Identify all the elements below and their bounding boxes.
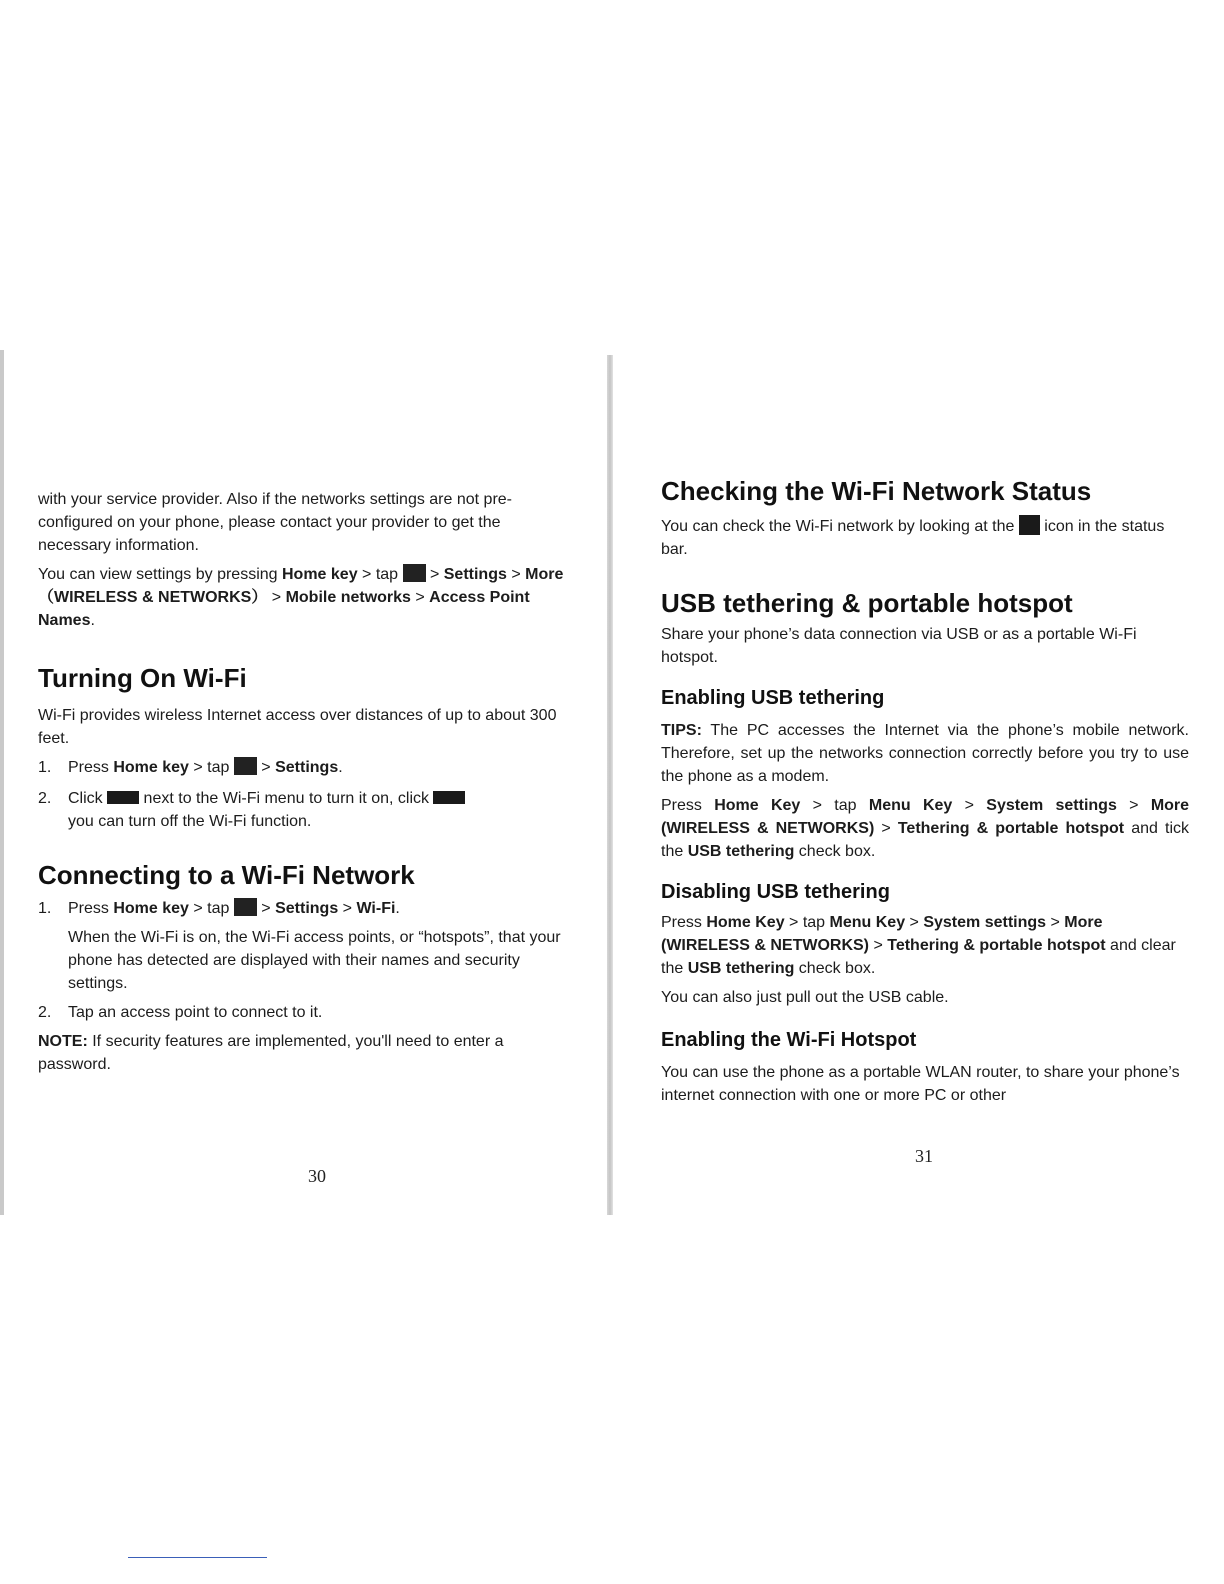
turning-on-steps — [38, 756, 568, 833]
usb-description: Share your phone’s data connection via USB or as a portable Wi-Fi hotspot. — [661, 626, 1137, 666]
enabling-hotspot-heading: Enabling the Wi-Fi Hotspot — [661, 1029, 917, 1051]
wifi-status-icon — [1019, 515, 1040, 535]
wifi-description: Wi-Fi provides wireless Internet access over distances of up to about 300 feet. — [38, 707, 557, 747]
list-item: 1. Press Home key > tap > Settings. — [38, 759, 343, 776]
checking-status-heading: Checking the Wi-Fi Network Status — [661, 476, 1092, 506]
turning-on-wifi-heading: Turning On Wi-Fi — [38, 663, 247, 693]
apps-icon — [234, 898, 257, 916]
hotspot-paragraph: You can use the phone as a portable WLAN router, to share your phone’s internet connection with one or more PC or other — [661, 1064, 1180, 1104]
toggle-off-icon — [107, 791, 139, 804]
apps-icon — [234, 757, 257, 775]
apps-icon — [403, 564, 426, 582]
intro-paragraph: with your service provider. Also if the networks settings are not pre-configured on your phone, please contact your provider to get the necessary information. — [38, 491, 512, 554]
bottom-rule — [128, 1557, 267, 1558]
list-item: 2. Tap an access point to connect to it. — [38, 1004, 323, 1021]
enable-steps-paragraph: Press Home Key > tap Menu Key > System settings > More (WIRELESS & NETWORKS) > Tethering & portable hotspot and tick the USB tethering check box. — [661, 797, 1190, 860]
enabling-usb-heading: Enabling USB tethering — [661, 687, 885, 709]
page-edge — [0, 350, 4, 1215]
right-page — [661, 475, 1189, 1107]
disable-steps-paragraph: Press Home Key > tap Menu Key > System settings > More (WIRELESS & NETWORKS) > Tethering & portable hotspot and clear the USB tethering check box. — [661, 914, 1176, 977]
tips-paragraph: TIPS: The PC accesses the Internet via the phone’s mobile network. Therefore, set up the networks connection correctly before you try to use the phone as a modem. — [661, 722, 1189, 785]
page-number-right: 31 — [915, 1146, 933, 1166]
usb-cable-paragraph: You can also just pull out the USB cable. — [661, 989, 949, 1006]
page-number-left: 30 — [308, 1166, 326, 1186]
connecting-heading: Connecting to a Wi-Fi Network — [38, 860, 415, 890]
list-item: 2. Click next to the Wi-Fi menu to turn it on, click you can turn off the Wi-Fi function. — [38, 787, 568, 833]
left-page — [38, 488, 568, 1076]
toggle-on-icon — [433, 791, 465, 804]
connecting-steps — [38, 897, 568, 1024]
status-paragraph: You can check the Wi-Fi network by looking at the icon in the status bar. — [661, 515, 1189, 561]
note-paragraph: NOTE: If security features are implemented, you'll need to enter a password. — [38, 1033, 504, 1073]
book-spine — [607, 355, 613, 1215]
disabling-usb-heading: Disabling USB tethering — [661, 881, 890, 903]
view-settings-paragraph: You can view settings by pressing Home key > tap > Settings > More（WIRELESS & NETWORKS） > Mobile networks > Access Point Names. — [38, 566, 564, 629]
list-item: 1. Press Home key > tap > Settings > Wi-Fi. When the Wi-Fi is on, the Wi-Fi access points, or “hotspots”, that your phone has detected are displayed with their names and security settings. — [38, 897, 568, 995]
usb-tethering-heading: USB tethering & portable hotspot — [661, 588, 1073, 618]
step-detail: When the Wi-Fi is on, the Wi-Fi access points, or “hotspots”, that your phone has detected are displayed with their names and security settings. — [68, 929, 561, 992]
